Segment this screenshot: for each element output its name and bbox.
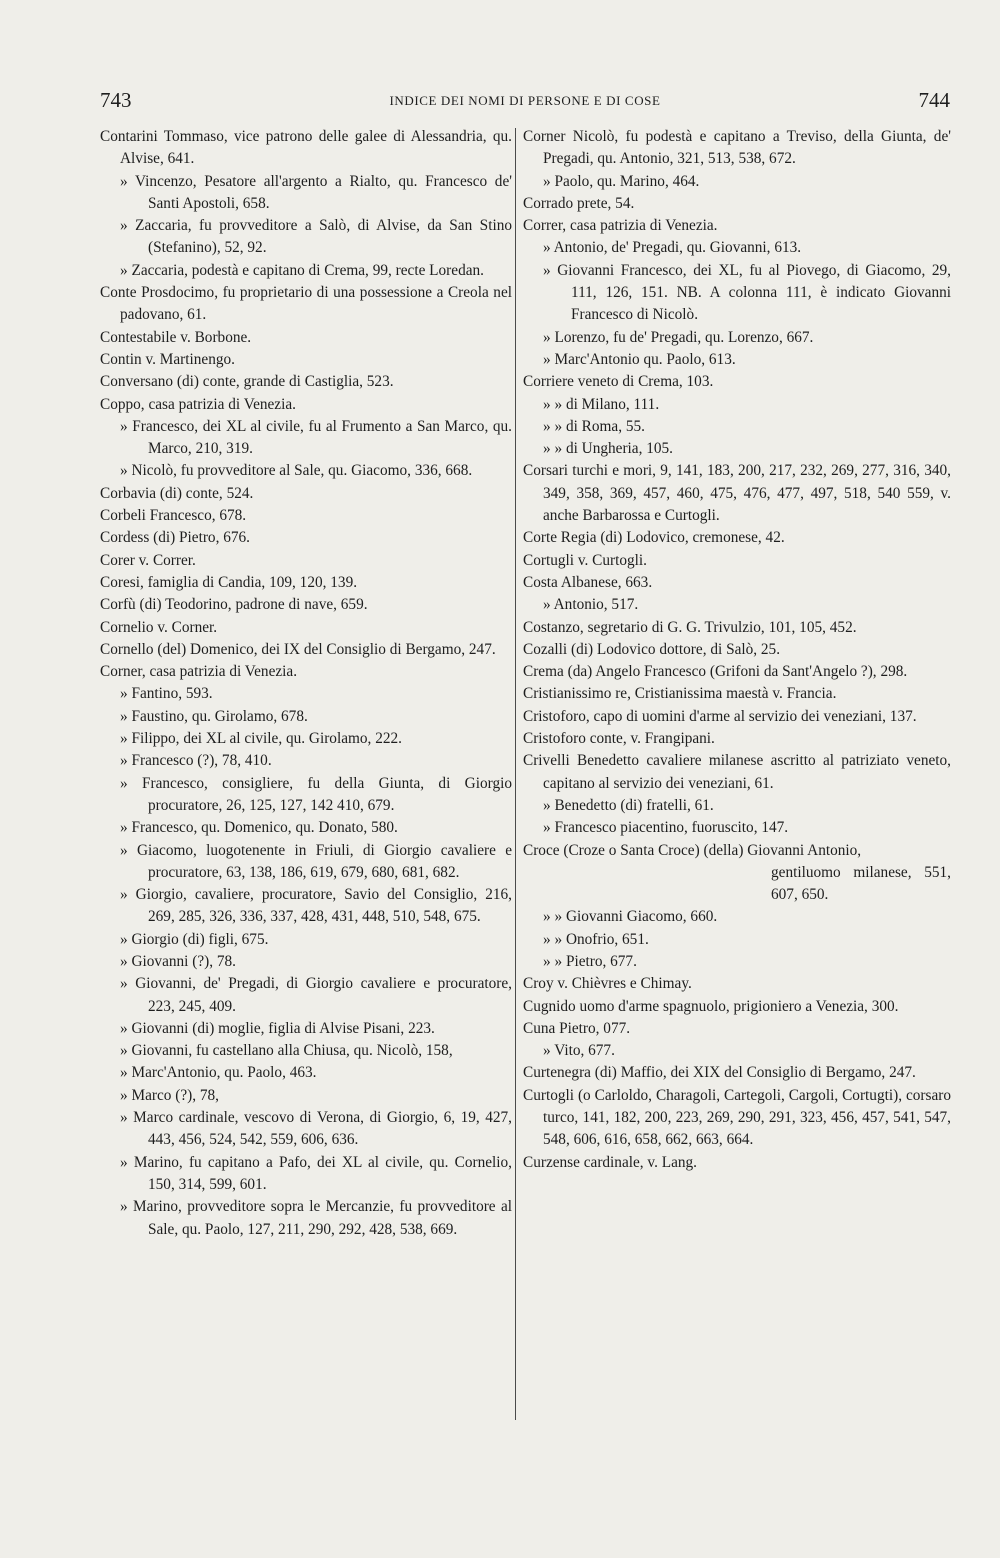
index-subentry: » » Onofrio, 651.	[543, 930, 649, 948]
index-entry: Curzense cardinale, v. Lang.	[523, 1153, 697, 1171]
index-entry: Corriere veneto di Crema, 103.	[523, 373, 714, 391]
index-subentry: » Marino, fu capitano a Pafo, dei XL al civile, qu. Cornelio, 150, 314, 599, 601.	[120, 1153, 512, 1193]
index-subentry: » Zaccaria, podestà e capitano di Crema, 99, recte Loredan.	[120, 261, 484, 279]
index-entry: Correr, casa patrizia di Venezia.	[523, 217, 718, 235]
index-entry: Cristoforo conte, v. Frangipani.	[523, 730, 715, 748]
index-subentry: » Giacomo, luogotenente in Friuli, di Giorgio cavaliere e procuratore, 63, 138, 186, 619, 679, 680, 681, 682.	[120, 841, 512, 881]
index-entry: Cozalli (di) Lodovico dottore, di Salò, 25.	[523, 640, 781, 658]
index-subentry: » Giovanni, de' Pregadi, di Giorgio cavaliere e procuratore, 223, 245, 409.	[120, 975, 512, 1015]
index-entry: Corer v. Correr.	[100, 551, 196, 569]
index-entry: Cornello (del) Domenico, dei IX del Consiglio di Bergamo, 247.	[100, 640, 496, 658]
index-entry: Corsari turchi e mori, 9, 141, 183, 200, 217, 232, 269, 277, 316, 340, 349, 358, 369, 457, 460, 475, 476, 477, 497, 518, 540 559, v. anche Barbarossa e Curtogli.	[523, 462, 951, 525]
index-subentry: » Filippo, dei XL al civile, qu. Girolamo, 222.	[120, 730, 402, 748]
index-subentry: » Marco (?), 78,	[120, 1086, 219, 1104]
index-subentry: » Marc'Antonio qu. Paolo, 613.	[543, 350, 736, 368]
index-subentry: » Francesco (?), 78, 410.	[120, 752, 272, 770]
index-subentry: » » di Roma, 55.	[543, 417, 645, 435]
index-entry: Contestabile v. Borbone.	[100, 328, 252, 346]
index-entry: Croy v. Chièvres e Chimay.	[523, 975, 692, 993]
index-subentry: » Giovanni (?), 78.	[120, 952, 236, 970]
page-number-right: 744	[918, 88, 950, 112]
left-index-column	[100, 126, 512, 1241]
index-entry: Curtenegra (di) Maffio, dei XIX del Consiglio di Bergamo, 247.	[523, 1064, 916, 1082]
page-header	[100, 88, 950, 116]
index-entry: Coresi, famiglia di Candia, 109, 120, 139.	[100, 573, 358, 591]
running-title: INDICE DEI NOMI DI PERSONE E DI COSE	[389, 93, 661, 108]
index-subentry: » » di Milano, 111.	[543, 395, 660, 413]
index-subentry: » Francesco, consigliere, fu della Giunta, di Giorgio procuratore, 26, 125, 127, 142 410, 679.	[120, 774, 512, 814]
index-subentry: » Giovanni, fu castellano alla Chiusa, qu. Nicolò, 158,	[120, 1042, 453, 1060]
index-subentry: » Vincenzo, Pesatore all'argento a Rialto, qu. Francesco de' Santi Apostoli, 658.	[120, 172, 512, 212]
index-subentry: » Giorgio, cavaliere, procuratore, Savio del Consiglio, 216, 269, 285, 326, 336, 337, 428, 431, 448, 510, 548, 675.	[120, 886, 512, 926]
index-entry: Croce (Croze o Santa Croce) (della) Giovanni Antonio,	[523, 841, 862, 859]
index-subentry: » Giorgio (di) figli, 675.	[120, 930, 269, 948]
index-entry: Corner, casa patrizia di Venezia.	[100, 663, 298, 681]
index-subentry: » Francesco piacentino, fuoruscito, 147.	[543, 819, 789, 837]
index-entry: Curtogli (o Carloldo, Charagoli, Cartegoli, Cargoli, Cortugti), corsaro turco, 141, 182, 200, 223, 269, 290, 291, 323, 456, 457, 541, 547, 548, 606, 616, 658, 662, 663, 664.	[523, 1086, 951, 1149]
page-number-left: 743	[100, 88, 132, 112]
index-subentry: » Marco cardinale, vescovo di Verona, di Giorgio, 6, 19, 427, 443, 456, 524, 542, 559, 606, 636.	[120, 1109, 512, 1149]
index-entry: Cortugli v. Curtogli.	[523, 551, 647, 569]
index-entry: Costanzo, segretario di G. G. Trivulzio, 101, 105, 452.	[523, 618, 857, 636]
index-entry: Corner Nicolò, fu podestà e capitano a Treviso, della Giunta, de' Pregadi, qu. Antonio, 321, 513, 538, 672.	[523, 128, 951, 168]
index-subentry: gentiluomo milanese, 551, 607, 650.	[771, 863, 951, 904]
index-subentry: » Antonio, 517.	[543, 596, 639, 614]
index-entry: Contin v. Martinengo.	[100, 350, 235, 368]
index-subentry: » Vito, 677.	[543, 1042, 615, 1060]
index-subentry: » Antonio, de' Pregadi, qu. Giovanni, 613.	[543, 239, 802, 257]
index-subentry: » Benedetto (di) fratelli, 61.	[543, 796, 714, 814]
index-subentry: » Faustino, qu. Girolamo, 678.	[120, 707, 308, 725]
index-subentry: » Lorenzo, fu de' Pregadi, qu. Lorenzo, 667.	[543, 328, 814, 346]
index-entry: Corte Regia (di) Lodovico, cremonese, 42.	[523, 529, 785, 547]
index-entry: Contarini Tommaso, vice patrono delle galee di Alessandria, qu. Alvise, 641.	[100, 128, 512, 168]
index-subentry: » » Pietro, 677.	[543, 952, 637, 970]
index-entry: Corfù (di) Teodorino, padrone di nave, 659.	[100, 596, 368, 614]
index-entry: Cordess (di) Pietro, 676.	[100, 529, 250, 547]
index-entry: Costa Albanese, 663.	[523, 573, 653, 591]
column-divider	[515, 128, 516, 1420]
index-subentry: » Marc'Antonio, qu. Paolo, 463.	[120, 1064, 317, 1082]
index-entry: Cristoforo, capo di uomini d'arme al servizio dei veneziani, 137.	[523, 707, 917, 725]
index-entry: Conte Prosdocimo, fu proprietario di una possessione a Creola nel padovano, 61.	[100, 284, 512, 324]
index-entry: Crivelli Benedetto cavaliere milanese ascritto al patriziato veneto, capitano al servizio dei veneziani, 61.	[523, 752, 951, 792]
right-index-column	[523, 126, 951, 1174]
index-subentry: » Paolo, qu. Marino, 464.	[543, 172, 700, 190]
index-subentry: » » Giovanni Giacomo, 660.	[543, 908, 718, 926]
index-entry: Cuna Pietro, 077.	[523, 1019, 631, 1037]
index-entry: Crema (da) Angelo Francesco (Grifoni da Sant'Angelo ?), 298.	[523, 663, 908, 681]
index-entry: Cristianissimo re, Cristianissima maestà v. Francia.	[523, 685, 837, 703]
index-entry: Coppo, casa patrizia di Venezia.	[100, 395, 296, 413]
index-subentry: » Giovanni Francesco, dei XL, fu al Piovego, di Giacomo, 29, 111, 126, 151. NB. A colonna 111, è indicato Giovanni Francesco di Nicolò.	[543, 261, 951, 324]
index-subentry: » Marino, provveditore sopra le Mercanzie, fu provveditore al Sale, qu. Paolo, 127, 211, 290, 292, 428, 538, 669.	[120, 1198, 512, 1238]
index-entry: Conversano (di) conte, grande di Castiglia, 523.	[100, 373, 394, 391]
index-entry: Corrado prete, 54.	[523, 194, 635, 212]
index-subentry: » Giovanni (di) moglie, figlia di Alvise Pisani, 223.	[120, 1019, 435, 1037]
index-subentry: » Fantino, 593.	[120, 685, 213, 703]
index-subentry: » Francesco, dei XL al civile, fu al Frumento a San Marco, qu. Marco, 210, 319.	[120, 417, 512, 458]
index-entry: Cugnido uomo d'arme spagnuolo, prigioniero a Venezia, 300.	[523, 997, 899, 1015]
index-subentry: » Zaccaria, fu provveditore a Salò, di Alvise, da San Stino (Stefanino), 52, 92.	[120, 217, 512, 257]
index-entry: Corbeli Francesco, 678.	[100, 507, 247, 525]
index-subentry: » Nicolò, fu provveditore al Sale, qu. Giacomo, 336, 668.	[120, 462, 473, 480]
index-entry: Cornelio v. Corner.	[100, 618, 218, 636]
index-entry: Corbavia (di) conte, 524.	[100, 484, 254, 502]
index-subentry: » Francesco, qu. Domenico, qu. Donato, 580.	[120, 819, 398, 837]
index-subentry: » » di Ungheria, 105.	[543, 440, 674, 458]
